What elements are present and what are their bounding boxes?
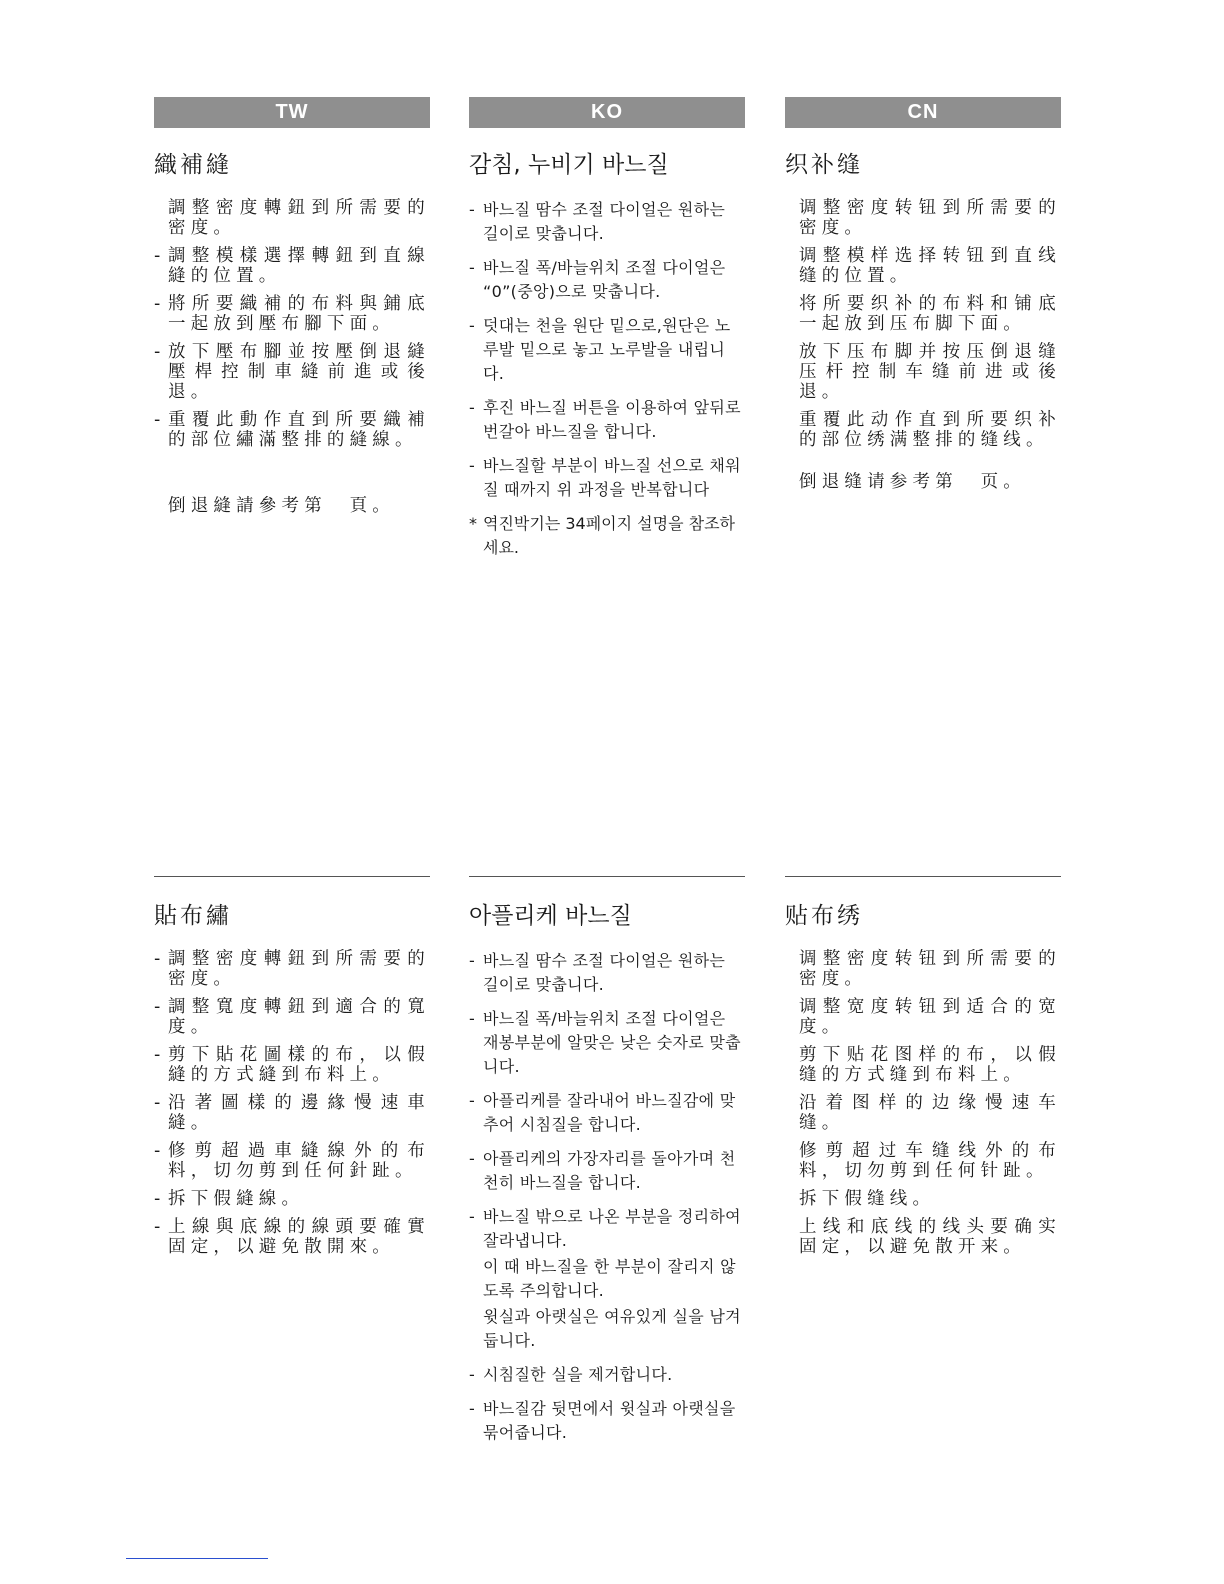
list-item: 调整模样选择转钮到直线缝的位置。 [799,246,1061,286]
ko-applique-subnote-2: 윗실과 아랫실은 여유있게 실을 남겨둡니다. [483,1307,741,1350]
ko-applique-subnote-1: 이 때 바느질을 한 부분이 잘리지 않도록 주의합니다. [483,1257,736,1300]
list-item: 拆下假缝线。 [799,1189,936,1209]
cn-applique-steps [785,949,1061,1257]
list-item: - 剪下貼花圖樣的布，以假縫的方式縫到布料上。 [154,1045,430,1085]
list-item: 調整密度轉鈕到所需要的密度。 [168,198,430,238]
list-item: - 덧대는 천을 원단 밑으로,원단은 노루발 밑으로 놓고 노루발을 내립니다. [469,316,731,383]
tw-darning-title: 織補縫 [154,152,232,178]
list-item: - 拆下假縫線。 [154,1189,305,1209]
list-item: 放下压布脚并按压倒退缝压杆控制车缝前进或後退。 [799,342,1061,402]
list-item: - 바느질 땀수 조절 다이얼은 원하는 길이로 맞춥니다. [469,200,726,243]
list-item: 调整密度转钮到所需要的密度。 [799,949,1061,989]
tw-applique-column [154,876,430,1265]
list-item: 剪下贴花图样的布，以假缝的方式缝到布料上。 [799,1045,1061,1085]
list-item: - 바느질 땀수 조절 다이얼은 원하는 길이로 맞춥니다. [469,951,726,994]
list-item: - 重覆此動作直到所要織補的部位繡滿整排的縫線。 [154,410,430,450]
footer-rule [126,1558,268,1559]
list-item: 修剪超过车缝线外的布料，切勿剪到任何针趾。 [799,1141,1061,1181]
list-item: - 바느질 폭/바늘위치 조절 다이얼은 “0”(중앙)으로 맞춥니다. [469,258,726,301]
ko-applique-steps [469,949,745,1445]
list-item: 上线和底线的线头要确实固定，以避免散开来。 [799,1217,1061,1257]
cn-applique-column [785,876,1061,1265]
ko-darning-column [469,97,745,560]
tw-applique-title: 貼布繡 [154,903,232,929]
tw-applique-steps [154,949,430,1257]
ko-reverse-stitch-note: * 역진박기는 34페이지 설명을 참조하세요. [469,514,736,557]
list-item: - 바느질할 부분이 바느질 선으로 채워질 때까지 위 과정을 반복합니다 [469,456,741,499]
list-item: - 修剪超過車縫線外的布料，切勿剪到任何針趾。 [154,1141,430,1181]
cn-darning-column [785,97,1061,492]
cn-darning-title: 织补缝 [785,152,863,178]
ko-applique-column [469,876,745,1455]
list-item: - 바느질감 뒷면에서 윗실과 아랫실을 묶어줍니다. [469,1399,736,1442]
list-item: - 아플리케를 잘라내어 바느질감에 맞추어 시침질을 합니다. [469,1091,736,1134]
ko-applique-title: 아플리케 바느질 [469,903,632,929]
list-item: - 바느질 밖으로 나온 부분을 정리하여 잘라냅니다. 이 때 바느질을 한 부분이 잘리지 않도록 주의합니다. 윗실과 아랫실은 여유있게 실을 남겨둡니다. [469,1205,745,1353]
cn-applique-title: 贴布绣 [785,903,863,929]
section-divider [469,876,745,877]
list-item: 调整密度转钮到所需要的密度。 [799,198,1061,238]
cn-reverse-stitch-note: 倒退缝请参考第 页。 [799,472,1026,492]
ko-darning-title: 감침, 누비기 바느질 [469,152,669,178]
list-item: - 放下壓布腳並按壓倒退縫壓桿控制車縫前進或後退。 [154,342,430,402]
list-item: - 시침질한 실을 제거합니다. [469,1365,673,1384]
ko-darning-steps [469,198,745,502]
tw-language-header: TW [154,97,430,128]
list-item: 将所要织补的布料和铺底一起放到压布脚下面。 [799,294,1061,334]
list-item: - 아플리케의 가장자리를 돌아가며 천천히 바느질을 합니다. [469,1149,736,1192]
section-divider [785,876,1061,877]
ko-language-header: KO [469,97,745,128]
list-item: - 調整模樣選擇轉鈕到直線縫的位置。 [154,246,430,286]
list-item: 重覆此动作直到所要织补的部位绣满整排的缝线。 [799,410,1061,450]
cn-darning-steps [785,198,1061,450]
section-divider [154,876,430,877]
list-item: - 調整密度轉鈕到所需要的密度。 [154,949,430,989]
tw-reverse-stitch-note: 倒退縫請參考第 頁。 [168,496,395,516]
list-item: - 沿著圖樣的邊緣慢速車縫。 [154,1093,430,1133]
tw-darning-steps [154,198,430,450]
list-item: - 上線與底線的線頭要確實固定，以避免散開來。 [154,1217,430,1257]
list-item: - 調整寬度轉鈕到適合的寬度。 [154,997,430,1037]
cn-language-header: CN [785,97,1061,128]
list-item: - 將所要織補的布料與鋪底一起放到壓布腳下面。 [154,294,430,334]
list-item: - 바느질 폭/바늘위치 조절 다이얼은 재봉부분에 알맞은 낮은 숫자로 맞춥니다. [469,1009,741,1076]
tw-darning-column [154,97,430,516]
list-item: 沿着图样的边缘慢速车缝。 [799,1093,1061,1133]
list-item: 调整宽度转钮到适合的宽度。 [799,997,1061,1037]
list-item: - 후진 바느질 버튼을 이용하여 앞뒤로 번갈아 바느질을 합니다. [469,398,741,441]
